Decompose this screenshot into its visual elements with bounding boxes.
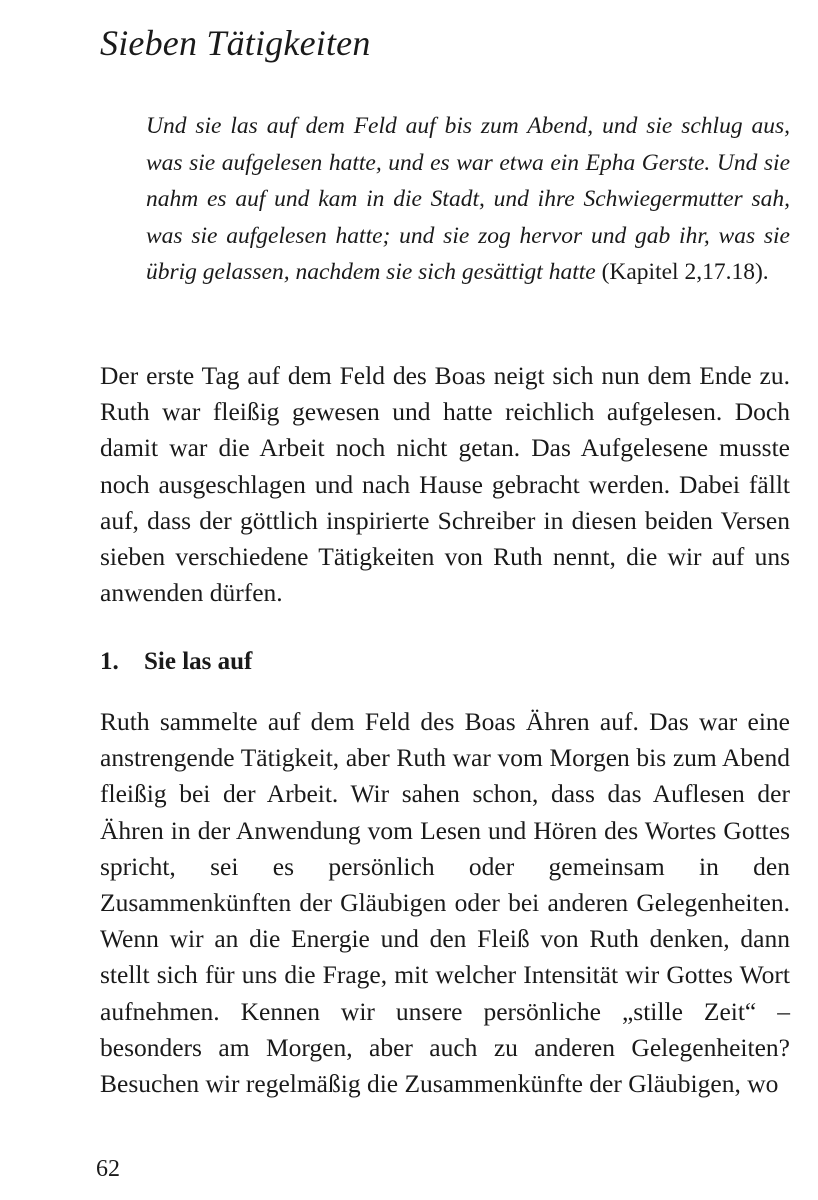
intro-paragraph: Der erste Tag auf dem Feld des Boas neigt sich nun dem Ende zu. Ruth war fleißig gewesen und hatte reichlich aufgelesen. Doch damit war die Arbeit noch nicht getan. Das Aufgelesene musste noch ausgeschlagen und nach Hause gebracht werden. Dabei fällt auf, dass der göttlich inspirierte Schreiber in diesen beiden Versen sieben verschiedene Tätigkeiten von Ruth nennt, die wir auf uns anwenden dürfen.	[100, 361, 790, 608]
chapter-title: Sieben Tätigkeiten	[100, 23, 371, 63]
section-number: 1.	[100, 648, 119, 675]
page-number: 62	[96, 1156, 120, 1182]
quote-reference: (Kapitel 2,17.18).	[601, 259, 769, 285]
body-paragraph: Ruth sammelte auf dem Feld des Boas Ähren auf. Das war eine anstrengende Tätigkeit, aber Ruth war vom Morgen bis zum Abend fleißig bei der Arbeit. Wir sahen schon, dass das Auflesen der Ähren in der Anwendung vom Lesen und Hören des Wortes Gottes spricht, sei es persönlich oder gemeinsam in den Zusammenkünften der Gläubigen oder bei anderen Gelegenheiten. Wenn wir an die Energie und den Fleiß von Ruth denken, dann stellt sich für uns die Frage, mit welcher Intensität wir Gottes Wort aufnehmen. Kennen wir unsere persönliche „stille Zeit“ – besonders am Morgen, aber auch zu anderen Gelegenheiten? Besuchen wir regelmäßig die Zusammenkünfte der Gläubigen, wo	[100, 707, 790, 1099]
scripture-quote	[146, 108, 790, 291]
section-heading	[100, 648, 252, 676]
section-title: Sie las auf	[144, 648, 253, 675]
quote-text: Und sie las auf dem Feld auf bis zum Abend, und sie schlug aus, was sie aufgelesen hatte, und es war etwa ein Epha Gerste. Und sie nahm es auf und kam in die Stadt, und ihre Schwiegermutter sah, was sie aufgelesen hatte; und sie zog hervor und gab ihr, was sie übrig gelassen, nachdem sie sich gesättigt hatte	[146, 113, 790, 285]
